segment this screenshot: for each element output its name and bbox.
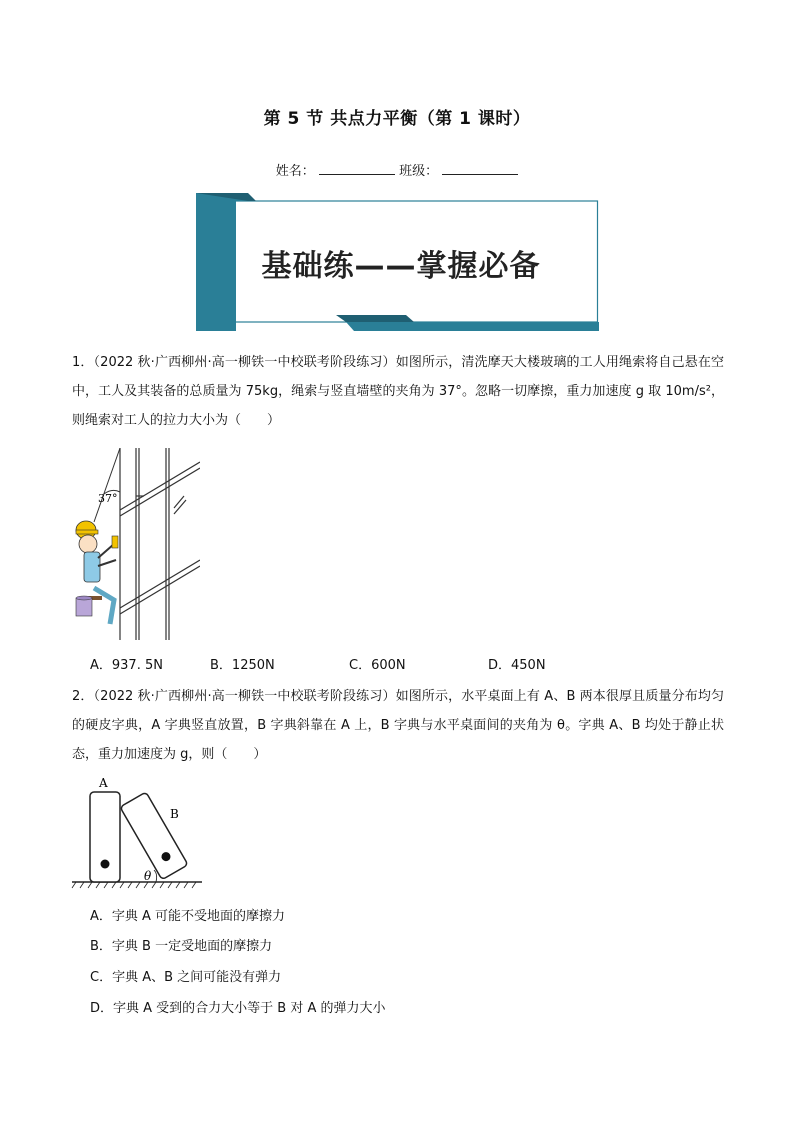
class-label: 班级： bbox=[399, 164, 439, 179]
q1-option-b: B．1250N bbox=[210, 658, 275, 673]
page-title: 第 5 节 共点力平衡（第 1 课时） bbox=[263, 109, 531, 129]
q2-option-a: A．字典 A 可能不受地面的摩擦力 bbox=[90, 909, 286, 924]
label-b: B bbox=[170, 807, 179, 821]
q2-option-b: B．字典 B 一定受地面的摩擦力 bbox=[90, 939, 273, 954]
section-banner bbox=[196, 193, 599, 331]
banner-title: 基础练——掌握必备 bbox=[261, 249, 541, 284]
question-1-text: 1．（2022 秋·广西柳州·高一柳铁一中校联考阶段练习）如图所示，清洗摩天大楼玻璃的工人用绳索将自己悬在空中，工人及其装备的总质量为 75kg，绳索与竖直墙壁的夹角为 37°。忽略一切摩擦，重力加速度 g 取 10m/s²，则绳索对工人的拉力大小为（ ） bbox=[72, 355, 724, 428]
q1-option-c: C．600N bbox=[349, 658, 406, 673]
question-2-figure bbox=[70, 774, 210, 890]
name-blank bbox=[319, 162, 395, 175]
angle-label-37: 37° bbox=[98, 492, 118, 505]
window-cleaner-figure bbox=[74, 448, 200, 640]
question-2-text: 2．（2022 秋·广西柳州·高一柳铁一中校联考阶段练习）如图所示，水平桌面上有 A、B 两本很厚且质量分布均匀的硬皮字典，A 字典竖直放置，B 字典斜靠在 A 上，B 字典与水平桌面间的夹角为 θ。字典 A、B 均处于静止状态，重力加速度为 g，则（ ） bbox=[72, 689, 724, 762]
question-1-figure bbox=[74, 448, 200, 640]
name-label: 姓名： bbox=[275, 164, 315, 179]
q2-option-d: D．字典 A 受到的合力大小等于 B 对 A 的弹力大小 bbox=[90, 1001, 386, 1016]
q1-option-d: D．450N bbox=[488, 658, 546, 673]
student-info-line bbox=[0, 160, 794, 179]
label-theta: θ bbox=[144, 869, 152, 883]
label-a: A bbox=[99, 776, 108, 790]
class-blank bbox=[442, 162, 518, 175]
dictionaries-figure bbox=[70, 774, 210, 890]
q1-option-a: A．937. 5N bbox=[90, 658, 163, 673]
q2-option-c: C．字典 A、B 之间可能没有弹力 bbox=[90, 970, 282, 985]
